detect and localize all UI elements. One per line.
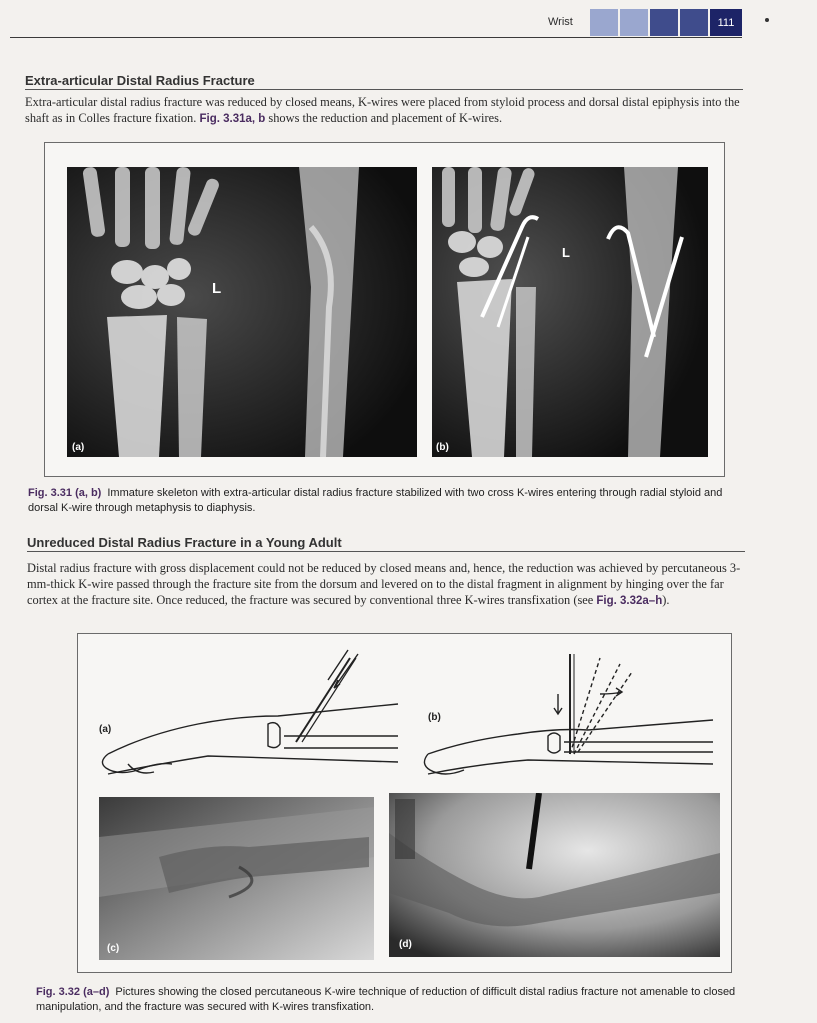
caption-label: Fig. 3.31 (a, b) [28,487,102,499]
header-tab-block [620,9,648,36]
header-tab-strip [590,9,742,36]
figure-3-32-caption: Fig. 3.32 (a–d) Pictures showing the closed percutaneous K-wire technique of reduction of difficult distal radius fracture not amenable to closed manipulation, and the fracture was secured with K-wires transfixation. [36,986,736,1013]
panel-label-c: (c) [107,943,120,954]
panel-label-b: (b) [436,442,449,453]
figure-3-31-frame [44,142,725,477]
panel-label-a: (a) [72,442,85,453]
fluoroscopy-panel-d [389,793,720,957]
side-marker-l: L [212,280,222,297]
figure-3-32-frame [77,633,732,973]
panel-label-d: (d) [399,939,412,950]
header-rule [10,37,742,38]
fluoroscopy-image-c [99,797,374,960]
section-rule [25,89,743,90]
drawing-b-illustration [418,644,718,794]
header-tab-block [590,9,618,36]
section-title-unreduced: Unreduced Distal Radius Fracture in a Young Adult [27,535,342,550]
side-marker-l: L [562,245,570,260]
drawing-a-illustration [88,644,408,794]
margin-dot [765,18,769,22]
panel-label-a: (a) [99,724,112,735]
figure-reference-link[interactable]: Fig. 3.32a–h [596,595,663,607]
header-tab-block [650,9,678,36]
fluoroscopy-image-d [389,793,720,957]
running-header-title: Wrist [548,16,573,28]
page-number: 111 [710,9,742,36]
figure-reference-link[interactable]: Fig. 3.31a, b [199,113,266,125]
section1-paragraph: Extra-articular distal radius fracture was reduced by closed means, K-wires were placed from styloid process and dorsal distal epiphysis into the shaft as in Colles fracture fixation. Fig. 3.31a, b shows the reduction and placement of K-wires. [25,95,740,125]
xray-panel-a [67,167,417,457]
header-tab-block [680,9,708,36]
xray-image-a [67,167,417,457]
fluoroscopy-panel-c [99,797,374,960]
panel-label-b: (b) [428,712,441,723]
section2-paragraph: Distal radius fracture with gross displacement could not be reduced by closed means and, hence, the reduction was achieved by percutaneous 3-mm-thick K-wire passed through the fracture site from the dorsum and levered on to the distal fragment in alignment by hinging over the far cortex at the fracture site. Once reduced, the fracture was secured by conventional three K-wires transfixation (see Fig. 3.32a–h). [27,561,741,607]
figure-3-31-caption: Fig. 3.31 (a, b) Immature skeleton with extra-articular distal radius fracture stabilized with two cross K-wires entering through radial styloid and dorsal K-wire through metaphysis to diaphysis. [28,487,723,514]
section-rule [27,551,745,552]
xray-image-b [432,167,708,457]
caption-label: Fig. 3.32 (a–d) [36,986,110,998]
xray-panel-b [432,167,708,457]
section-title-extra-articular: Extra-articular Distal Radius Fracture [25,73,255,88]
